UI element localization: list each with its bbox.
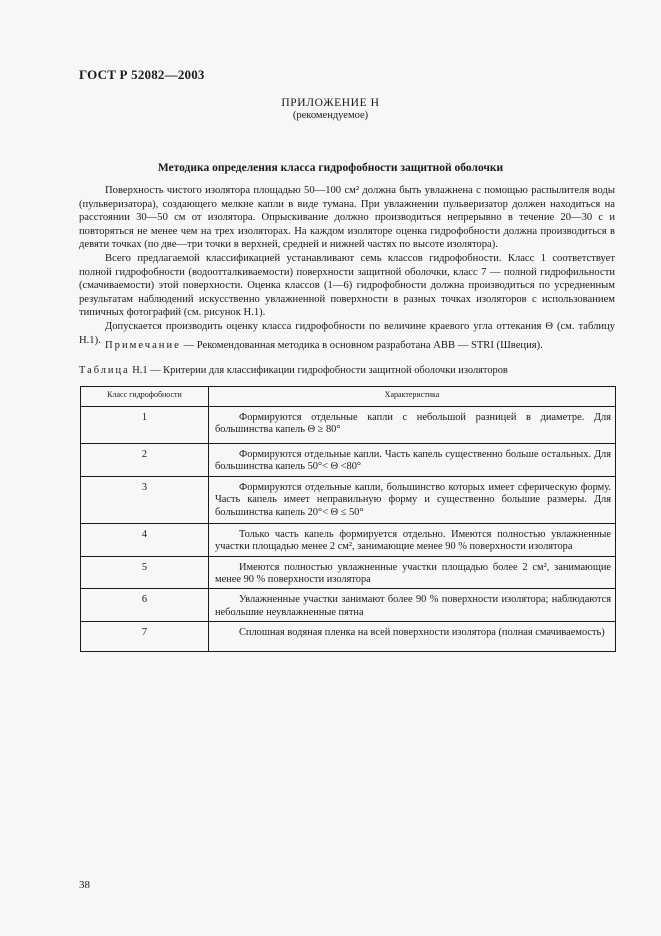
description-cell: [209, 407, 616, 444]
paragraph: Всего предлагаемой классификацией устанавливают семь классов гидрофобности. Класс 1 соответствует полной гидрофобности (водоотталкиваемости) поверхности защитной оболочки, класс 7 — полной гидрофильности (смачиваемости) этой поверхности. Оценка классов (1—6) гидрофобности должна производиться по усредненным результатам наблюдений искусственно увлажненной поверхности в разных точках изоляторов с использованием типичных фотографий (см. рисунок Н.1).: [79, 252, 615, 319]
note-text: — Рекомендованная методика в основном разработана ABB — STRI (Швеция).: [180, 340, 543, 351]
page-number: 38: [79, 879, 90, 891]
description-text: Имеются полностью увлажненные участки площадью более 2 см², занимающие менее 90 % поверхности изолятора: [215, 561, 611, 586]
class-cell: 1: [81, 407, 209, 444]
description-cell: [209, 622, 616, 652]
table-row: [81, 622, 616, 652]
description-text: Формируются отдельные капли, большинство которых имеет сферическую форму. Часть капель имеет неправильную форму и существенно большие размеры. Для большинства капель 20°< Θ ≤ 50°: [215, 481, 611, 518]
table-row: [81, 523, 616, 556]
table-caption-text: Н.1 — Критерии для классификации гидрофобности защитной оболочки изоляторов: [129, 365, 508, 376]
table-header-row: [81, 387, 616, 407]
class-cell: 5: [81, 556, 209, 589]
description-text: Формируются отдельные капли с небольшой разницей в диаметре. Для большинства капель Θ ≥ 80°: [215, 412, 611, 436]
table-caption-label: Таблица: [79, 365, 130, 376]
column-header-class: Класс гидрофобности: [81, 387, 209, 407]
description-text: Только часть капель формируется отдельно. Имеются полностью увлажненные участки площадью менее 2 см², занимающие менее 90 % поверхности изолятора: [215, 528, 611, 553]
class-cell: 6: [81, 589, 209, 622]
table-row: [81, 476, 616, 523]
class-cell: 7: [81, 622, 209, 652]
body-text: [79, 184, 615, 347]
table-row: [81, 556, 616, 589]
paragraph: Допускается производить оценку класса гидрофобности по величине краевого угла оттекания Θ (см. таблицу Н.1).: [79, 320, 615, 346]
table-row: [81, 444, 616, 477]
hydrophobicity-table: [80, 386, 616, 652]
note: [79, 340, 615, 351]
description-cell: [209, 523, 616, 556]
table-caption: [79, 365, 615, 376]
description-cell: [209, 476, 616, 523]
appendix-title: ПРИЛОЖЕНИЕ Н: [281, 97, 380, 109]
section-title: Методика определения класса гидрофобности защитной оболочки: [157, 162, 504, 174]
description-text: Формируются отдельные капли. Часть капель существенно больше остальных. Для большинства капель 50°< Θ <80°: [215, 449, 611, 473]
column-header-characteristic: Характеристика: [209, 387, 616, 407]
document-header: ГОСТ Р 52082—2003: [79, 67, 205, 82]
note-label: Примечание: [105, 340, 181, 351]
class-cell: 4: [81, 523, 209, 556]
description-text: Сплошная водяная пленка на всей поверхности изолятора (полная смачиваемость): [239, 627, 605, 639]
description-cell: [209, 556, 616, 589]
paragraph: Поверхность чистого изолятора площадью 50—100 см² должна быть увлажнена с помощью распылителя воды (пульверизатора), создающего мелкие капли в виде тумана. При увлажнении пульверизатор должен находиться на расстоянии 30—50 см от изолятора. Опрыскивание должно производиться непрерывно в течение 20—30 с и повторяться не менее чем на трех изоляторах. На каждом изоляторе оценка гидрофобности должна производиться в девяти точках (по две—три точки в верхней, средней и нижней частях по высоте изолятора).: [79, 185, 615, 251]
description-text: Увлажненные участки занимают более 90 % поверхности изолятора; наблюдаются небольшие неувлажненные пятна: [215, 594, 611, 618]
table-row: [81, 407, 616, 444]
description-cell: [209, 444, 616, 477]
appendix-subtitle: (рекомендуемое): [292, 110, 369, 121]
class-cell: 3: [81, 476, 209, 523]
class-cell: 2: [81, 444, 209, 477]
description-cell: [209, 589, 616, 622]
table-row: [81, 589, 616, 622]
